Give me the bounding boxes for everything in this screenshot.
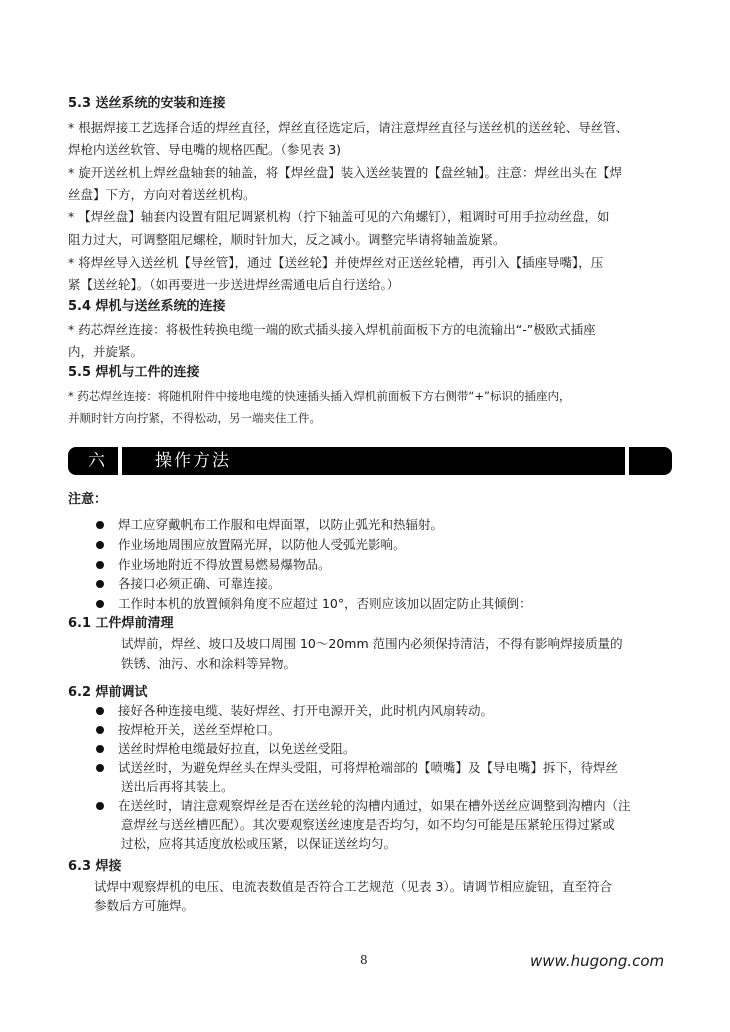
text-line: 试焊前，焊丝、坡口及坡口周围 10～20mm 范围内必须保持清洁，不得有影响焊接质量的: [121, 636, 623, 651]
text-line: * 旋开送丝机上焊丝盘轴套的轴盖，将【焊丝盘】装入送丝装置的【盘丝轴】。注意：焊丝出头在【焊: [68, 165, 622, 180]
list-item: 在送丝时，请注意观察焊丝是否在送丝轮的沟槽内通过，如果在槽外送丝应调整到沟槽内（注: [118, 798, 631, 813]
bullet-icon: [96, 600, 104, 608]
section-title: 6.1 工件焊前清理: [68, 616, 174, 631]
section-title: 5.3 送丝系统的安装和连接: [68, 96, 226, 111]
text-line: 内，并旋紧。: [68, 344, 144, 359]
text-line: * 药芯焊丝连接：将随机附件中接地电缆的快速插头插入焊机前面板下方右侧带“+”标识的插座内，: [68, 389, 571, 403]
text-line: 焊枪内送丝软管、导电嘴的规格匹配。（参见表 3): [68, 142, 342, 157]
list-item: 试送丝时，为避免焊丝头在焊头受阻，可将焊枪端部的【喷嘴】及【导电嘴】拆下，待焊丝: [118, 760, 619, 775]
notice-title: 注意：: [68, 492, 108, 507]
bullet-icon: [96, 764, 104, 772]
bullet-icon: [96, 726, 104, 734]
section-title: 5.5 焊机与工件的连接: [68, 365, 200, 380]
chapter-number: 六: [88, 451, 107, 471]
list-item: 焊工应穿戴帆布工作服和电焊面罩，以防止弧光和热辐射。: [118, 517, 444, 532]
bullet-icon: [96, 541, 104, 549]
text-line: * 【焊丝盘】轴套内设置有阻尼调紧机构（拧下轴盖可见的六角螺钉），粗调时可用手拉动丝盘，如: [68, 209, 610, 224]
text-line: 参数后方可施焊。: [94, 898, 195, 913]
list-item: 作业场地附近不得放置易燃易爆物品。: [118, 557, 331, 572]
list-item-continued: 送出后再将其装上。: [121, 779, 234, 794]
text-line: 阻力过大，可调整阻尼螺栓，顺时针加大，反之减小。调整完毕请将轴盖旋紧。: [68, 232, 506, 247]
section-title: 6.2 焊前调试: [68, 685, 148, 700]
text-line: * 根据焊接工艺选择合适的焊丝直径，焊丝直径选定后，请注意焊丝直径与送丝机的送丝轮、导丝管、: [68, 120, 629, 135]
text-line: 丝盘】下方，方向对着送丝机构。: [68, 187, 256, 202]
list-item: 接好各种连接电缆、装好焊丝、打开电源开关，此时机内风扇转动。: [118, 703, 494, 718]
bullet-icon: [96, 561, 104, 569]
text-line: 并顺时针方向拧紧，不得松动，另一端夹住工件。: [68, 411, 321, 425]
list-item: 送丝时焊枪电缆最好拉直，以免送丝受阻。: [118, 741, 356, 756]
bullet-icon: [96, 745, 104, 753]
list-item-continued: 意焊丝与送丝槽匹配）。其次要观察送丝速度是否均匀，如不均匀可能是压紧轮压得过紧或: [121, 817, 615, 832]
list-item: 各接口必须正确、可靠连接。: [118, 576, 281, 591]
list-item: 工作时本机的放置倾斜角度不应超过 10°，否则应该加以固定防止其倾倒：: [118, 596, 532, 611]
website-url: www.hugong.com: [530, 952, 665, 970]
text-line: 紧【送丝轮】。（如再要进一步送进焊丝需通电后自行送给。）: [68, 277, 400, 292]
section-title: 6.3 焊接: [68, 859, 122, 874]
page-number: 8: [360, 953, 368, 967]
bullet-icon: [96, 580, 104, 588]
text-line: * 药芯焊丝连接：将极性转换电缆一端的欧式插头接入焊机前面板下方的电流输出“-”极欧式插座: [68, 322, 596, 337]
bullet-icon: [96, 707, 104, 715]
list-item-continued: 过松，应将其适度放松或压紧，以保证送丝均匀。: [121, 836, 397, 851]
text-line: 铁锈、油污、水和涂料等异物。: [121, 656, 297, 671]
chapter-title: 操作方法: [155, 451, 231, 471]
section-title: 5.4 焊机与送丝系统的连接: [68, 299, 226, 314]
bullet-icon: [96, 521, 104, 529]
list-item: 按焊枪开关，送丝至焊枪口。: [118, 722, 281, 737]
text-line: 试焊中观察焊机的电压、电流表数值是否符合工艺规范（见表 3）。请调节相应旋钮，直至符合: [94, 879, 613, 894]
bullet-icon: [96, 802, 104, 810]
list-item: 作业场地周围应放置隔光屏，以防他人受弧光影响。: [118, 537, 406, 552]
text-line: * 将焊丝导入送丝机【导丝管】，通过【送丝轮】并使焊丝对正送丝轮槽，再引入【插座导嘴】，压: [68, 255, 604, 270]
